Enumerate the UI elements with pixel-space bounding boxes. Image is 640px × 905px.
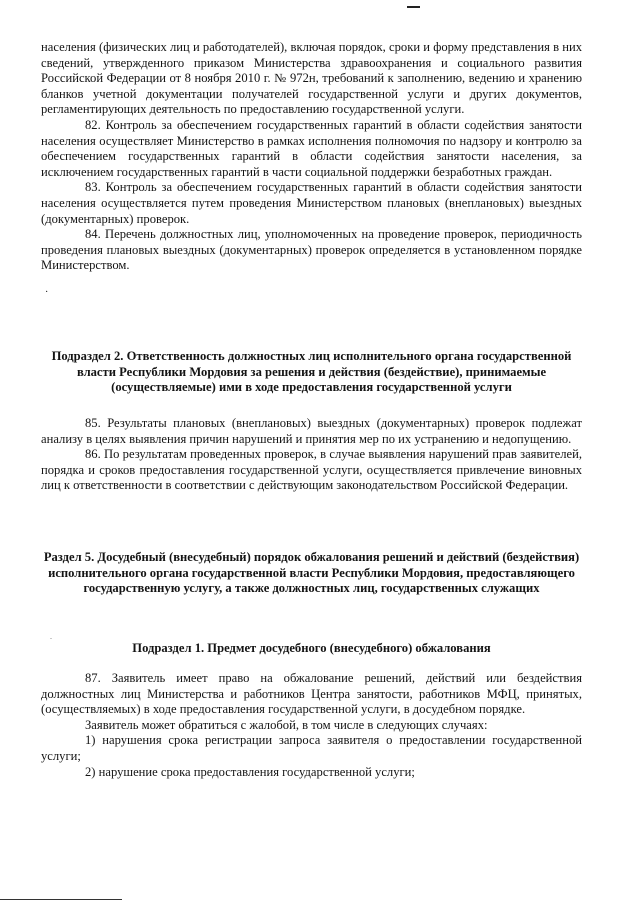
margin-tick: . — [50, 632, 52, 641]
paragraph-84: 84. Перечень должностных лиц, уполномоченных на проведение проверок, периодичность проведения плановых выездных (документарных) проверок определяется в установленном порядке Министерством. — [41, 227, 582, 273]
paragraph-continuation: населения (физических лиц и работодателей), включая порядок, сроки и форму представления в них сведений, утвержденного приказом Министерства здравоохранения и социального развития Российской Федерации от 8 ноября 2010 г. № 972н, требований к заполнению, ведению и хранению бланков учетной документации получателей государственной услуги и других документов, регламентирующих деятельность по предоставлению государственной услуги. — [41, 40, 582, 117]
paragraph-85: 85. Результаты плановых (внеплановых) выездных (документарных) проверок подлежат анализу в целях выявления причин нарушений и принятия мер по их устранению и недопущению. — [41, 416, 582, 446]
paragraph-83: 83. Контроль за обеспечением государственных гарантий в области содействия занятости населения осуществляется путем проведения Министерством плановых (внеплановых) выездных (документарных) проверок. — [41, 180, 582, 226]
text-block-top — [41, 40, 582, 274]
heading-section-5 — [41, 550, 582, 597]
case-1: 1) нарушения срока регистрации запроса заявителя о предоставлении государственной услуги; — [41, 733, 582, 763]
footnote-rule — [0, 899, 122, 900]
top-mark — [407, 6, 420, 8]
margin-dot: · — [45, 287, 49, 298]
heading-subsection-2 — [41, 349, 582, 396]
paragraph-87: 87. Заявитель имеет право на обжалование решений, действий или бездействия должностных лиц Министерства и работников Центра занятости, работников МФЦ, принятых, (осуществляемых) в ходе предоставления государственной услуги, в досудебном порядке. — [41, 671, 582, 717]
section-5-title: Раздел 5. Досудебный (внесудебный) порядок обжалования решений и действий (бездействия) исполнительного органа государственной власти Республики Мордовия, предоставляющего государственную услугу, а также должностных лиц, государственных служащих — [43, 550, 580, 596]
case-2: 2) нарушение срока предоставления государственной услуги; — [85, 764, 415, 779]
subsection-2-title: Подраздел 2. Ответственность должностных лиц исполнительного органа государственной власти Республики Мордовия за решения и действия (бездействие), принимаемые (осуществляемые) ими в ходе предоставления государственной услуги — [51, 349, 572, 395]
text-block-bottom — [41, 671, 582, 780]
text-block-middle — [41, 416, 582, 494]
paragraph-86: 86. По результатам проведенных проверок, в случае выявления нарушений прав заявителей, порядка и сроков предоставления государственной услуги, осуществляется привлечение виновных лиц к ответственности в соответствии с действующим законодательством Российской Федерации. — [41, 447, 582, 493]
heading-subsection-1 — [41, 641, 582, 657]
subsection-1-title: Подраздел 1. Предмет досудебного (внесудебного) обжалования — [132, 641, 491, 655]
paragraph-87-cases: Заявитель может обратиться с жалобой, в том числе в следующих случаях: — [85, 717, 488, 732]
paragraph-82: 82. Контроль за обеспечением государственных гарантий в области содействия занятости населения осуществляет Министерство в рамках исполнения полномочия по надзору и контролю за обеспечением государственных гарантий в области содействия занятости населения, за исключением государственных гарантий в части социальной поддержки безработных граждан. — [41, 117, 582, 179]
